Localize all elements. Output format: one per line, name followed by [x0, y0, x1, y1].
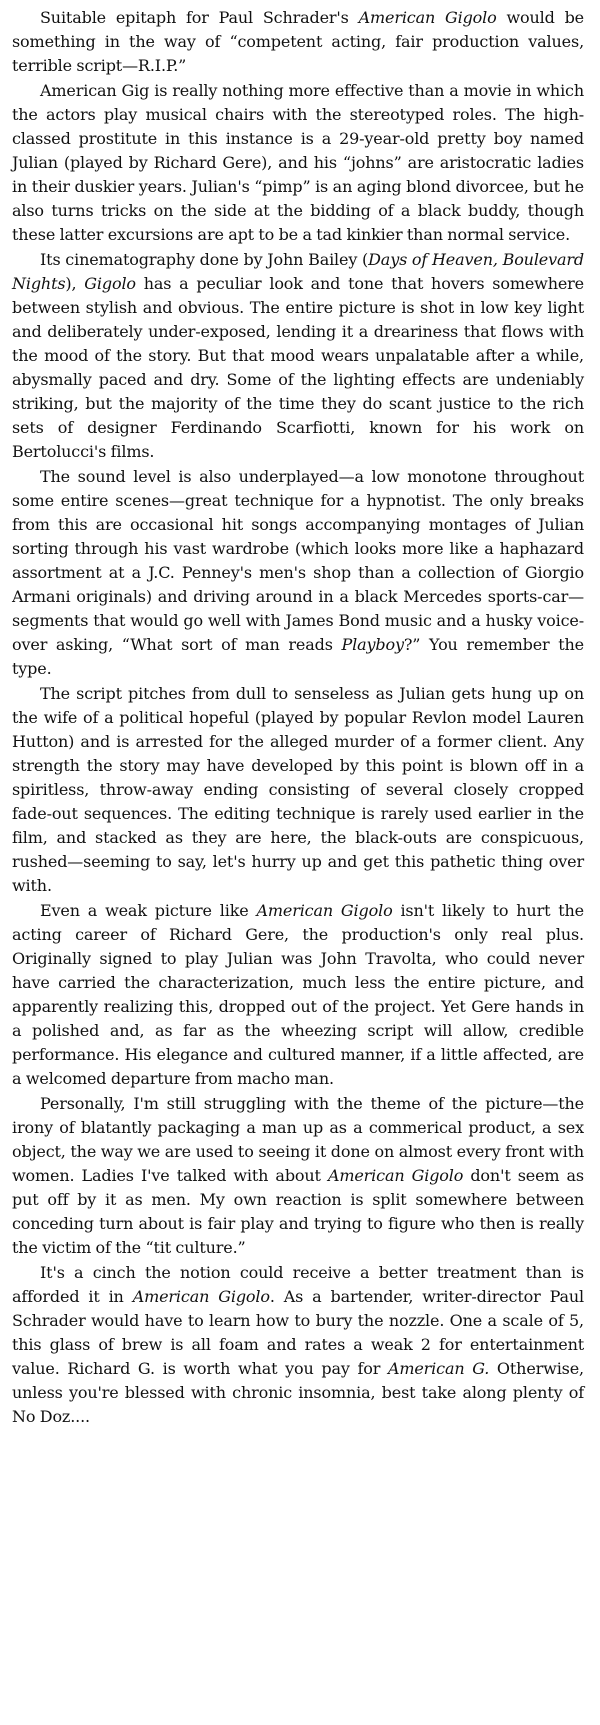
text-run: don't seem as put off by it as men. My own reaction is split somewhere between conceding turn about is fair play and trying to figure who then is really the victim of the “tit culture.” [12, 1166, 584, 1257]
italic-title: American Gigolo [132, 1287, 270, 1306]
text-run: Otherwise, unless you're blessed with chronic insomnia, best take along plenty of No Doz.... [12, 1359, 584, 1426]
italic-title: Gigolo [84, 274, 136, 293]
text-run: ), [65, 274, 85, 293]
text-run: isn't likely to hurt the acting career of Richard Gere, the production's only real plus. Originally signed to play Julian was John Travolta, who could never have carried the characterization, much less the entire picture, and apparently realizing this, dropped out of the project. Yet Gere hands in a polished and, as far as the wheezing script will allow, credible performance. His elegance and cultured manner, if a little affected, are a welcomed departure from macho man. [12, 901, 584, 1088]
paragraph-4 [12, 465, 584, 681]
text-run: The sound level is also underplayed—a low monotone throughout some entire scenes—great technique for a hypnotist. The only breaks from this are occasional hit songs accompanying montages of Julian sorting through his vast wardrobe (which looks more like a haphazard assortment at a J.C. Penney's men's shop than a collection of Giorgio Armani originals) and driving around in a black Mercedes sports-car—segments that would go well with James Bond music and a husky voice-over asking, “What sort of man reads [12, 467, 584, 654]
text-run: Even a weak picture like [40, 901, 257, 920]
text-run: Personally, I'm still struggling with the theme of the picture—the irony of blatantly packaging a man up as a commerical product, a sex object, the way we are used to seeing it done on almost every front with women. Ladies I've talked with about [12, 1094, 584, 1185]
italic-title: American Gigolo [327, 1166, 464, 1185]
paragraph-7 [12, 1092, 584, 1260]
italic-title: Playboy [341, 635, 404, 654]
italic-title: American Gigolo [256, 901, 393, 920]
paragraph-5 [12, 682, 584, 898]
paragraph-2 [12, 79, 584, 247]
paragraph-6 [12, 899, 584, 1091]
text-run: has a peculiar look and tone that hovers somewhere between stylish and obvious. The entire picture is shot in low key light and deliberately under-exposed, lending it a dreariness that flows with the mood of the story. But that mood wears unpalatable after a while, abysmally paced and dry. Some of the lighting effects are undeniably striking, but the majority of the time they do scant justice to the rich sets of designer Ferdinando Scarfiotti, known for his work on Bertolucci's films. [12, 274, 585, 461]
italic-title: Days of Heaven, Boulevard Nights [12, 250, 584, 293]
text-run: . As a bartender, writer-director Paul Schrader would have to learn how to bury the nozzle. One a scale of 5, this glass of brew is all foam and rates a weak 2 for entertainment value. Richard G. is worth what you pay for [12, 1287, 584, 1378]
article-body [12, 6, 584, 1430]
italic-title: American Gigolo [358, 8, 497, 27]
paragraph-8 [12, 1261, 584, 1429]
text-run: Suitable epitaph for Paul Schrader's [40, 8, 359, 27]
paragraph-1 [12, 6, 584, 78]
text-run: ?” You remember the type. [12, 635, 584, 678]
text-run: Its cinematography done by John Bailey ( [40, 250, 369, 269]
italic-title: American G. [387, 1359, 490, 1378]
paragraph-3 [12, 248, 584, 464]
text-run: would be something in the way of “competent acting, fair production values, terrible script—R.I.P.” [12, 8, 584, 75]
text-run: American Gig is really nothing more effective than a movie in which the actors play musical chairs with the stereotyped roles. The high-classed prostitute in this instance is a 29-year-old pretty boy named Julian (played by Richard Gere), and his “johns” are aristocratic ladies in their duskier years. Julian's “pimp” is an aging blond divorcee, but he also turns tricks on the side at the bidding of a black buddy, though these latter excursions are apt to be a tad kinkier than normal service. [12, 81, 584, 244]
text-run: It's a cinch the notion could receive a better treatment than is afforded it in [12, 1263, 584, 1306]
text-run: The script pitches from dull to senseless as Julian gets hung up on the wife of a political hopeful (played by popular Revlon model Lauren Hutton) and is arrested for the alleged murder of a former client. Any strength the story may have developed by this point is blown off in a spiritless, throw-away ending consisting of several closely cropped fade-out sequences. The editing technique is rarely used earlier in the film, and stacked as they are here, the black-outs are conspicuous, rushed—seeming to say, let's hurry up and get this pathetic thing over with. [12, 684, 584, 895]
